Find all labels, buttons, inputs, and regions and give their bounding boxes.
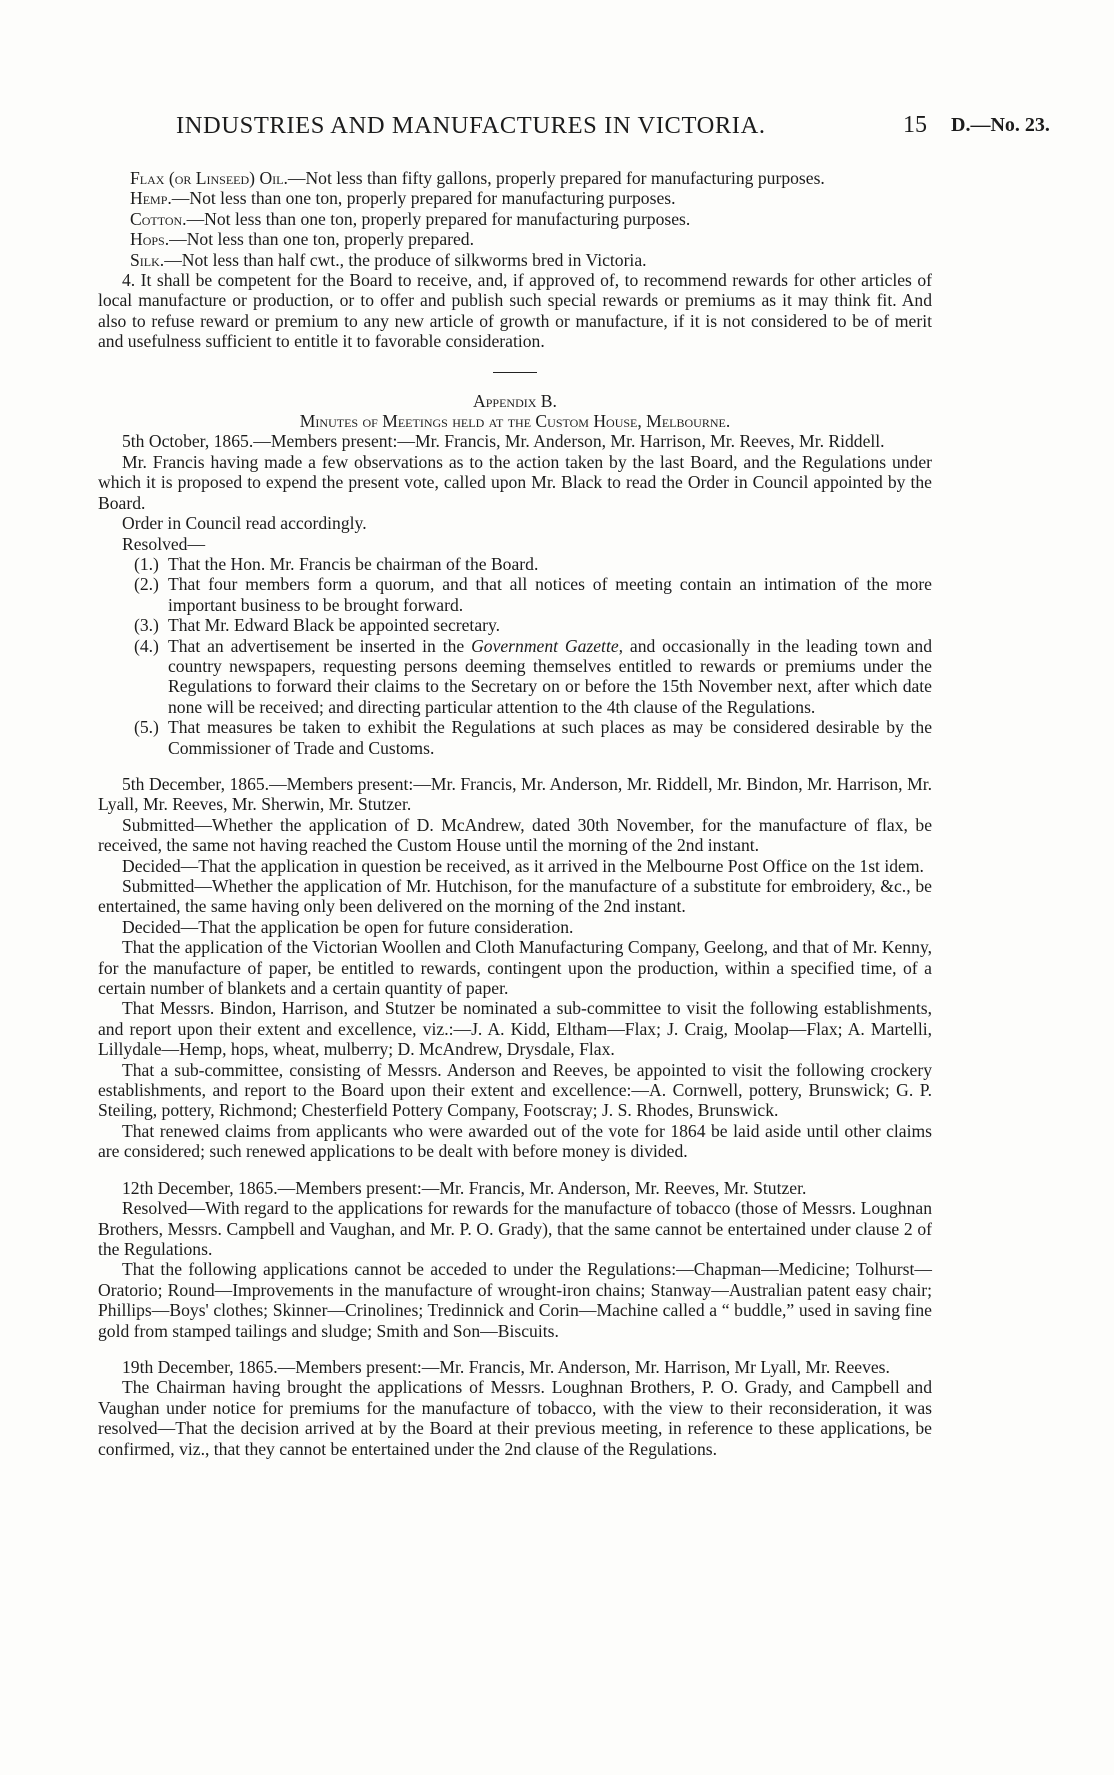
running-title: INDUSTRIES AND MANUFACTURES IN VICTORIA.	[176, 112, 766, 139]
product-cotton: Cotton.—Not less than one ton, properly prepared for manufacturing purposes.	[130, 208, 691, 229]
meeting-3-present: 12th December, 1865.—Members present:—Mr. Francis, Mr. Anderson, Mr. Reeves, Mr. Stutzer.	[122, 1177, 807, 1198]
resolution-list	[98, 554, 932, 758]
meeting-2-paragraph: That renewed claims from applicants who were awarded out of the vote for 1864 be laid aside until other claims are considered; such renewed applications to be dealt with before money is divided.	[98, 1120, 932, 1162]
appendix-subtitle: Minutes of Meetings held at the Custom House, Melbourne.	[299, 411, 731, 432]
meeting-4-present: 19th December, 1865.—Members present:—Mr. Francis, Mr. Anderson, Mr. Harrison, Mr Lyall, Mr. Reeves.	[122, 1356, 890, 1377]
section-divider	[493, 372, 537, 373]
meeting-3-paragraph: Resolved—With regard to the applications for rewards for the manufacture of tobacco (those of Messrs. Loughnan Brothers, Messrs. Campbell and Vaughan, and Mr. P. O. Grady), that the same cannot be entertained under clause 2 of the Regulations.	[98, 1198, 932, 1259]
meeting-2-paragraph: Submitted—Whether the application of D. McAndrew, dated 30th November, for the manufacture of flax, be received, the same not having reached the Custom House until the morning of the 2nd instant.	[98, 814, 932, 856]
meeting-3-paragraph: That the following applications cannot be acceded to under the Regulations:—Chapman—Medicine; Tolhurst—Oratorio; Round—Improvements in the manufacture of wrought-iron chains; Stanway—Australian patent easy chair; Phillips—Boys' clothes; Skinner—Crinolines; Tredinnick and Corin—Machine called a “ buddle,” used in saving fine gold from stamped tailings and sludge; Smith and Son—Biscuits.	[98, 1259, 932, 1341]
meeting-1-present: 5th October, 1865.—Members present:—Mr. Francis, Mr. Anderson, Mr. Harrison, Mr. Reeves, Mr. Riddell.	[122, 431, 885, 452]
resolution-item: (5.) That measures be taken to exhibit the Regulations at such places as may be considered desirable by the Commissioner of Trade and Customs.	[134, 717, 932, 758]
resolution-item: (2.) That four members form a quorum, and that all notices of meeting contain an intimation of the more important business to be brought forward.	[134, 574, 932, 615]
meeting-2-paragraph: That the application of the Victorian Woollen and Cloth Manufacturing Company, Geelong, and that of Mr. Kenny, for the manufacture of paper, be entitled to rewards, contingent upon the production, within a specified time, of a certain number of blankets and a certain quantity of paper.	[98, 937, 932, 999]
product-hops: Hops.—Not less than one ton, properly prepared.	[130, 229, 475, 250]
page-number: 15	[903, 112, 927, 138]
appendix-title: Appendix B.	[473, 390, 557, 411]
product-flax-oil: Flax (or Linseed) Oil.—Not less than fifty gallons, properly prepared for manufacturing purposes.	[130, 168, 825, 188]
page-header	[0, 112, 1114, 152]
resolution-item: (4.) That an advertisement be inserted in the Government Gazette, and occasionally in the leading town and country newspapers, requesting persons deeming themselves entitled to rewards or premiums under the Regulations to forward their claims to the Secretary on or before the 15th November next, after which date none will be received; and directing particular attention to the 4th clause of the Regulations.	[134, 635, 932, 717]
meeting-1-intro: Mr. Francis having made a few observations as to the action taken by the last Board, and the Regulations under which it is proposed to expend the present vote, called upon Mr. Black to read the Order in Council appointed by the Board.	[98, 451, 932, 513]
paper-number: D.—No. 23.	[951, 114, 1050, 136]
resolution-item: (3.) That Mr. Edward Black be appointed secretary.	[134, 615, 501, 636]
meeting-4-paragraph: The Chairman having brought the applications of Messrs. Loughnan Brothers, P. O. Grady, and Campbell and Vaughan under notice for premiums for the manufacture of tobacco, with the view to their reconsideration, it was resolved—That the decision arrived at by the Board at their previous meeting, in reference to these applications, be confirmed, viz., that they cannot be entertained under the 2nd clause of the Regulations.	[98, 1377, 932, 1459]
product-silk: Silk.—Not less than half cwt., the produce of silkworms bred in Victoria.	[130, 249, 647, 270]
meeting-2-paragraph: Decided—That the application be open for future consideration.	[122, 916, 574, 937]
meeting-2-paragraph: That a sub-committee, consisting of Messrs. Anderson and Reeves, be appointed to visit the following crockery establishments, and report to the Board upon their extent and excellence:—A. Cornwell, pottery, Brunswick; G. P. Steiling, pottery, Richmond; Chesterfield Pottery Company, Footscray; J. S. Rhodes, Brunswick.	[98, 1059, 932, 1121]
product-hemp: Hemp.—Not less than one ton, properly prepared for manufacturing purposes.	[130, 188, 676, 209]
meeting-2-present: 5th December, 1865.—Members present:—Mr. Francis, Mr. Anderson, Mr. Riddell, Mr. Bindon, Mr. Harrison, Mr. Lyall, Mr. Reeves, Mr. Sherwin, Mr. Stutzer.	[98, 773, 932, 815]
resolution-item: (1.) That the Hon. Mr. Francis be chairman of the Board.	[134, 553, 539, 574]
meeting-2-paragraph: Submitted—Whether the application of Mr. Hutchison, for the manufacture of a substitute for embroidery, &c., be entertained, the same having only been delivered on the morning of the 2nd instant.	[98, 876, 932, 917]
clause-4: 4. It shall be competent for the Board to receive, and, if approved of, to recommend rewards for other articles of local manufacture or production, or to offer and publish such special rewards or premiums as it may think fit. And also to refuse reward or premium to any new article of growth or manufacture, if it is not considered to be of merit and usefulness sufficient to entitle it to favorable consideration.	[98, 270, 932, 352]
meeting-2-paragraph: Decided—That the application in question be received, as it arrived in the Melbourne Post Office on the 1st idem.	[122, 855, 924, 876]
meeting-1-order-read: Order in Council read accordingly.	[122, 513, 367, 534]
body-text	[98, 168, 932, 1459]
meeting-1-resolved: Resolved—	[122, 533, 206, 554]
meeting-2-paragraph: That Messrs. Bindon, Harrison, and Stutzer be nominated a sub-committee to visit the following establishments, and report upon their extent and excellence, viz.:—J. A. Kidd, Eltham—Flax; J. Craig, Moolap—Flax; A. Martelli, Lillydale—Hemp, hops, wheat, mulberry; D. McAndrew, Drysdale, Flax.	[98, 998, 932, 1060]
